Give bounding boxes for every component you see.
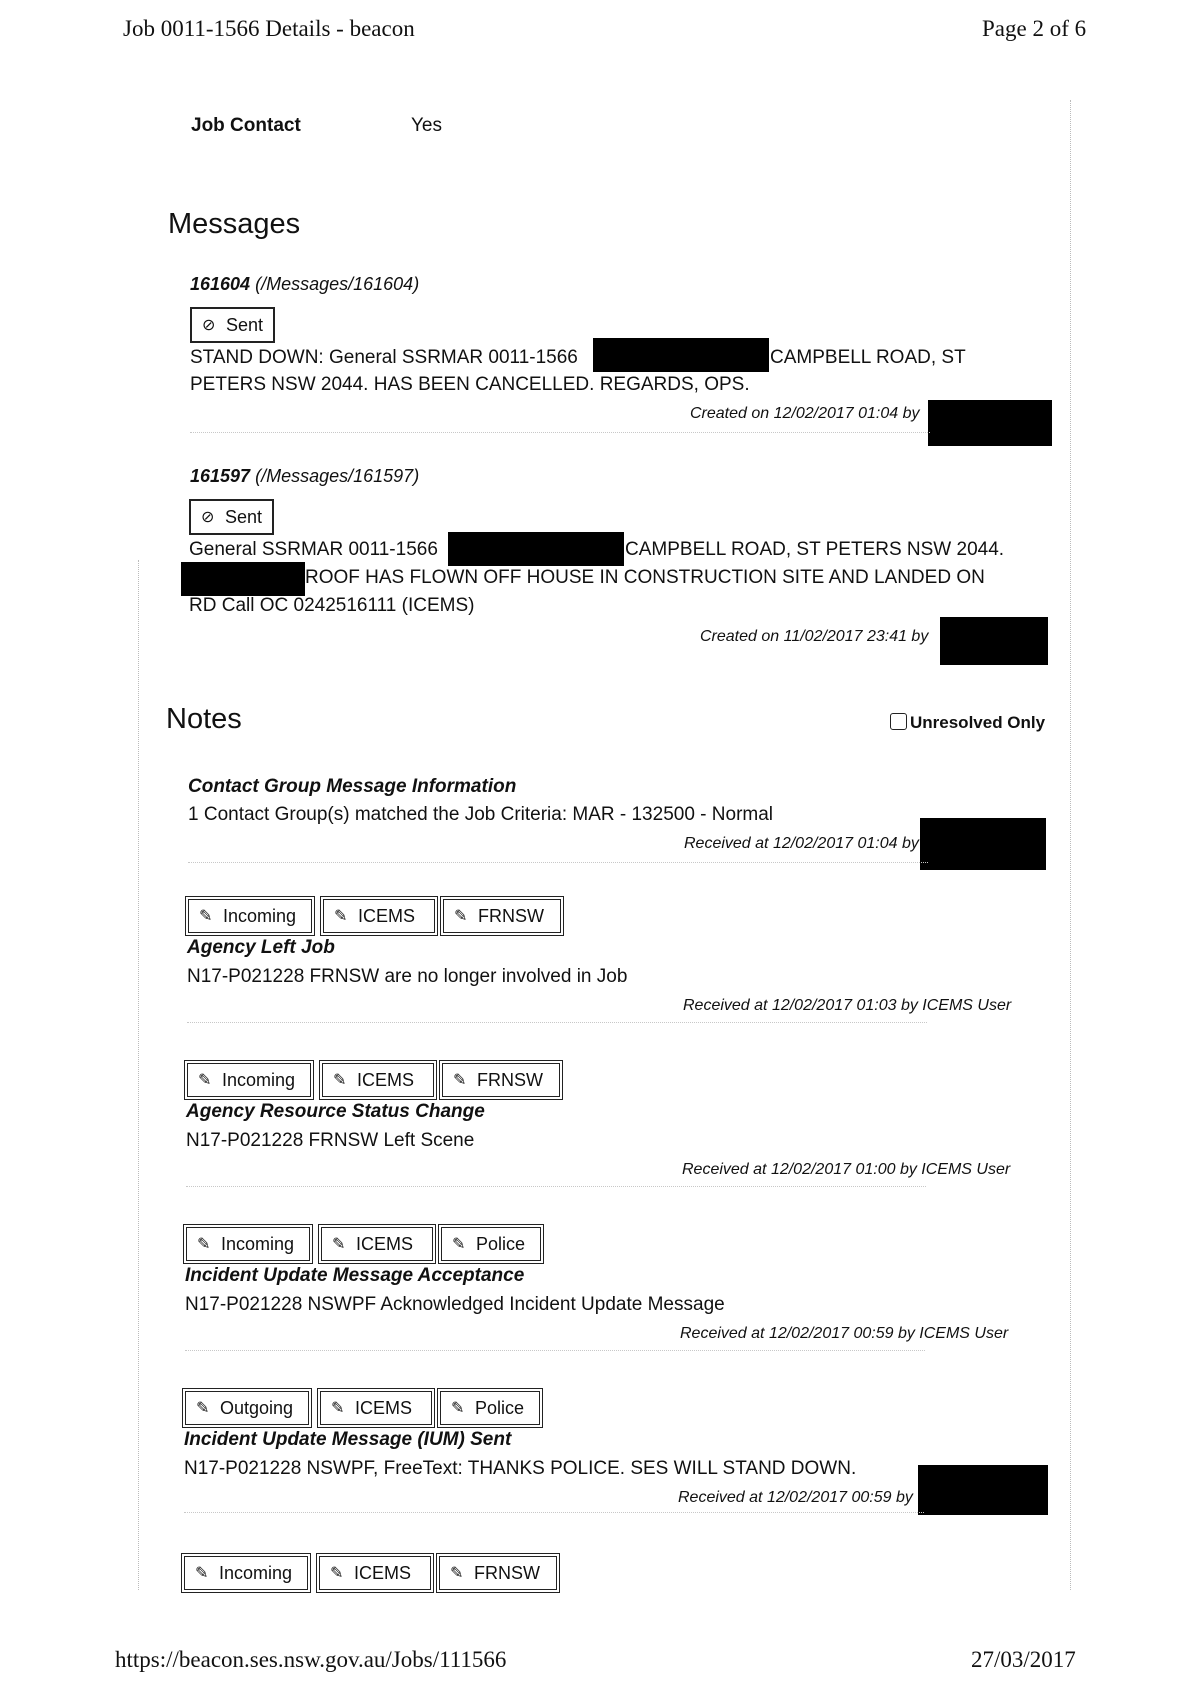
- tag-label: Incoming: [221, 1233, 295, 1254]
- pencil-icon: ✎: [454, 908, 468, 925]
- pencil-icon: ✎: [330, 1565, 344, 1582]
- tag-agency: [442, 1063, 560, 1097]
- separator: [187, 1022, 927, 1023]
- separator: [185, 1350, 925, 1351]
- ban-icon: ⊘: [201, 509, 215, 526]
- tag-label: ICEMS: [354, 1562, 412, 1583]
- message-status-badge: [189, 499, 274, 535]
- message-body-line: General SSRMAR 0011-1566: [189, 539, 438, 560]
- note-received: Received at 12/02/2017 01:04 by: [684, 835, 919, 852]
- note-body: N17-P021228 FRNSW Left Scene: [186, 1130, 475, 1151]
- note-received: Received at 12/02/2017 00:59 by ICEMS User: [680, 1325, 1009, 1342]
- message-status-badge: [190, 307, 275, 343]
- tag-icems: [319, 1556, 431, 1590]
- tag-label: Incoming: [222, 1069, 296, 1090]
- message-status-label: Sent: [225, 506, 263, 527]
- message-body-line: STAND DOWN: General SSRMAR 0011-1566: [190, 347, 578, 368]
- tag-label: Police: [475, 1397, 525, 1418]
- message-id: 161597: [190, 466, 251, 486]
- note-received: Received at 12/02/2017 01:00 by ICEMS User: [682, 1161, 1011, 1178]
- note-body: 1 Contact Group(s) matched the Job Criteria: MAR - 132500 - Normal: [188, 804, 774, 825]
- tag-incoming: [188, 899, 312, 933]
- pencil-icon: ✎: [453, 1072, 467, 1089]
- message-body-line: ROOF HAS FLOWN OFF HOUSE IN CONSTRUCTION SITE AND LANDED ON: [305, 567, 985, 588]
- pencil-icon: ✎: [198, 1072, 212, 1089]
- pencil-icon: ✎: [197, 1236, 211, 1253]
- pencil-icon: ✎: [196, 1400, 210, 1417]
- message-body-line: RD Call OC 0242516111 (ICEMS): [189, 595, 475, 616]
- message-body-line: PETERS NSW 2044. HAS BEEN CANCELLED. REGARDS, OPS.: [190, 374, 750, 395]
- unresolved-only-label: Unresolved Only: [910, 713, 1046, 732]
- unresolved-checkbox[interactable]: [890, 713, 907, 730]
- message-created: Created on 12/02/2017 01:04 by: [690, 405, 920, 422]
- pencil-icon: ✎: [199, 908, 213, 925]
- job-contact-value: Yes: [411, 115, 442, 136]
- tag-agency: [441, 1227, 541, 1261]
- separator: [188, 862, 928, 863]
- pencil-icon: ✎: [331, 1400, 345, 1417]
- redaction-box: [593, 338, 769, 372]
- message-link[interactable]: (/Messages/161604): [255, 274, 420, 294]
- tag-agency: [440, 1391, 540, 1425]
- tag-label: FRNSW: [474, 1562, 540, 1583]
- tag-incoming: [186, 1227, 310, 1261]
- tag-label: Incoming: [223, 905, 297, 926]
- message-body: [190, 344, 578, 372]
- tag-incoming: [184, 1556, 308, 1590]
- pencil-icon: ✎: [451, 1400, 465, 1417]
- redaction-box: [918, 1465, 1048, 1515]
- message-body-line: CAMPBELL ROAD, ST: [770, 347, 966, 368]
- tag-agency: [443, 899, 561, 933]
- tag-agency: [439, 1556, 557, 1590]
- tag-label: ICEMS: [358, 905, 416, 926]
- job-contact-label: Job Contact: [191, 115, 301, 136]
- tag-label: ICEMS: [357, 1069, 415, 1090]
- redaction-box: [928, 400, 1052, 446]
- notes-heading: Notes: [166, 703, 242, 735]
- tag-icems: [322, 1063, 434, 1097]
- tag-label: ICEMS: [356, 1233, 414, 1254]
- tag-incoming: [187, 1063, 311, 1097]
- unresolved-only-filter[interactable]: [890, 713, 1045, 733]
- redaction-box: [448, 532, 624, 566]
- redaction-box: [920, 818, 1046, 870]
- note-title: Incident Update Message (IUM) Sent: [184, 1429, 512, 1450]
- message-title: [190, 274, 419, 295]
- tag-icems: [323, 899, 435, 933]
- pencil-icon: ✎: [334, 908, 348, 925]
- message-title: [190, 466, 419, 487]
- content-frame-right: [1070, 100, 1071, 1590]
- note-received: Received at 12/02/2017 01:03 by ICEMS User: [683, 997, 1012, 1014]
- tag-label: ICEMS: [355, 1397, 413, 1418]
- note-body: N17-P021228 FRNSW are no longer involved in Job: [187, 966, 628, 987]
- note-title: Incident Update Message Acceptance: [185, 1265, 525, 1286]
- pencil-icon: ✎: [332, 1236, 346, 1253]
- tag-label: FRNSW: [478, 905, 544, 926]
- ban-icon: ⊘: [202, 317, 216, 334]
- note-body: N17-P021228 NSWPF, FreeText: THANKS POLICE. SES WILL STAND DOWN.: [184, 1458, 857, 1479]
- page-header-title: Job 0011-1566 Details - beacon: [123, 16, 415, 41]
- note-title: Agency Left Job: [187, 937, 335, 958]
- tag-label: FRNSW: [477, 1069, 543, 1090]
- message-id: 161604: [190, 274, 251, 294]
- tag-icems: [321, 1227, 433, 1261]
- tag-label: Incoming: [219, 1562, 293, 1583]
- separator: [186, 1186, 926, 1187]
- note-received: Received at 12/02/2017 00:59 by: [678, 1489, 913, 1506]
- page-number: Page 2 of 6: [982, 16, 1087, 41]
- message-body-line: CAMPBELL ROAD, ST PETERS NSW 2044.: [625, 539, 1005, 560]
- pencil-icon: ✎: [450, 1565, 464, 1582]
- content-frame-left: [138, 560, 139, 1590]
- print-date: 27/03/2017: [971, 1647, 1076, 1672]
- tag-label: Outgoing: [220, 1397, 294, 1418]
- message-created: Created on 11/02/2017 23:41 by: [700, 628, 929, 645]
- separator: [184, 1512, 924, 1513]
- separator: [190, 432, 930, 433]
- tag-label: Police: [476, 1233, 526, 1254]
- note-title: Agency Resource Status Change: [186, 1101, 485, 1122]
- message-status-label: Sent: [226, 314, 264, 335]
- redaction-box: [181, 562, 305, 596]
- note-title: Contact Group Message Information: [188, 776, 517, 797]
- pencil-icon: ✎: [333, 1072, 347, 1089]
- pencil-icon: ✎: [452, 1236, 466, 1253]
- page-url[interactable]: https://beacon.ses.nsw.gov.au/Jobs/111566: [115, 1647, 507, 1672]
- message-link[interactable]: (/Messages/161597): [255, 466, 420, 486]
- redaction-box: [940, 617, 1048, 665]
- messages-heading: Messages: [168, 208, 301, 240]
- tag-outgoing: [185, 1391, 309, 1425]
- tag-icems: [320, 1391, 432, 1425]
- pencil-icon: ✎: [195, 1565, 209, 1582]
- note-body: N17-P021228 NSWPF Acknowledged Incident Update Message: [185, 1294, 725, 1315]
